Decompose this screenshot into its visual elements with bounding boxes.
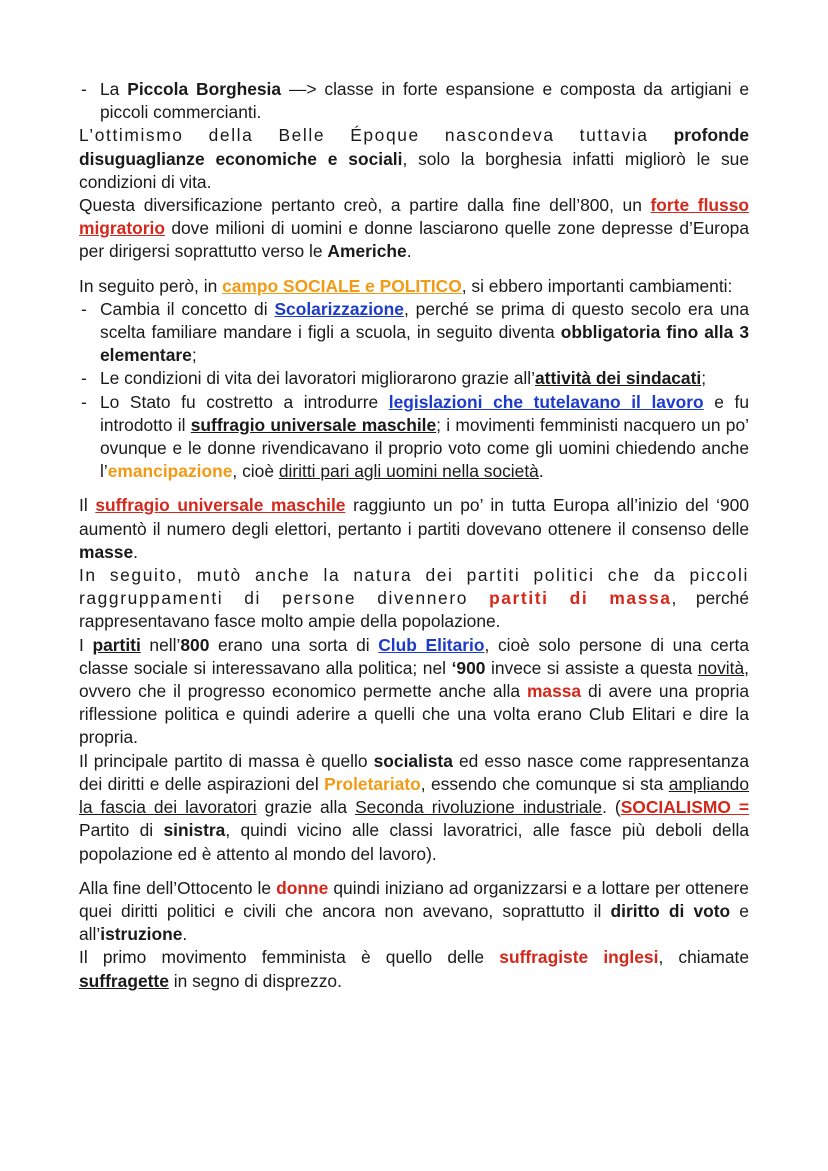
highlight-socialista: socialista bbox=[373, 750, 453, 771]
highlight-suffragette: suffragette bbox=[79, 970, 169, 991]
bullet-scolarizzazione bbox=[79, 298, 749, 368]
highlight-scolarizzazione: Scolarizzazione bbox=[274, 298, 404, 319]
text-run: , cioè solo persone di una certa classe sociale si interessavano alla politica; nel bbox=[79, 634, 749, 678]
paragraph-donne bbox=[79, 877, 749, 947]
text-run: Partito di bbox=[79, 820, 164, 841]
text-run: invece si assiste a questa bbox=[485, 657, 698, 678]
text-run: di avere una propria riflessione politica e quindi aderire a quelli che una volta erano Club Elitari e dire la propria. bbox=[79, 681, 750, 748]
paragraph-migrazione bbox=[79, 194, 749, 264]
text-run: , solo la borghesia infatti migliorò le sue condizioni di vita. bbox=[79, 148, 750, 192]
text-run: , essendo che comunque si sta bbox=[420, 773, 669, 794]
text-run: ; bbox=[191, 345, 197, 366]
text-run: , ovvero che il progresso economico permette anche alla bbox=[79, 657, 749, 702]
highlight-suffragio-maschile: suffragio universale maschile bbox=[95, 495, 346, 516]
highlight-diritti-pari: diritti pari agli uomini nella società bbox=[278, 461, 539, 482]
text-run: Questa diversificazione pertanto creò, a partire dalla fine dell’800, un bbox=[79, 195, 651, 216]
text-run: In seguito, mutò anche la natura dei partiti politici che da piccoli raggruppamenti di persone divennero bbox=[79, 565, 749, 609]
highlight-partiti-di-massa: partiti di massa bbox=[489, 588, 672, 609]
text-run: . bbox=[406, 241, 412, 262]
highlight-obbligatoria: obbligatoria fino alla 3 elementare bbox=[100, 322, 749, 366]
text-run: quindi iniziano ad organizzarsi e a lottare per ottenere quei diritti politici e civili che ancora non avevano, soprattutto il bbox=[79, 877, 749, 921]
document-page bbox=[79, 78, 749, 993]
text-run: Il bbox=[79, 495, 96, 516]
text-run: ; i movimenti femministi nacquero un po’ ovunque e le donne rivendicavano il proprio voto come gli uomini chiedendo anche l’ bbox=[100, 414, 749, 482]
highlight-campo-sociale-politico: campo SOCIALE e POLITICO bbox=[222, 275, 462, 296]
text-run: dove milioni di uomini e donne lasciarono quelle zone depresse d’Europa per dirigersi soprattutto verso le bbox=[79, 218, 749, 262]
bullet-dash: - bbox=[81, 79, 87, 99]
text-run: . bbox=[538, 461, 544, 482]
text-run: e all’ bbox=[79, 900, 749, 945]
highlight-900: ‘900 bbox=[451, 657, 486, 678]
highlight-fascia-lavoratori: ampliando la fascia dei lavoratori bbox=[79, 773, 749, 818]
text-run: Lo Stato fu costretto a introdurre bbox=[100, 391, 389, 412]
highlight-piccola-borghesia: Piccola Borghesia bbox=[127, 79, 282, 99]
paragraph-ottimismo bbox=[79, 124, 749, 194]
highlight-800: 800 bbox=[180, 634, 210, 655]
text-run: Alla fine dell’Ottocento le bbox=[79, 877, 277, 898]
text-run: grazie alla bbox=[256, 797, 356, 818]
text-run: I bbox=[79, 634, 93, 655]
highlight-disuguaglianze: profonde disuguaglianze economiche e sociali bbox=[79, 125, 749, 169]
text-run: in segno di disprezzo. bbox=[168, 970, 342, 991]
paragraph-cambiamenti bbox=[79, 275, 749, 298]
highlight-seconda-rivoluzione: Seconda rivoluzione industriale bbox=[355, 797, 603, 818]
bullet-dash: - bbox=[81, 368, 87, 389]
bullet-dash: - bbox=[81, 391, 87, 412]
text-run: ed esso nasce come rappresentanza dei diritti e delle aspirazioni del bbox=[79, 750, 749, 794]
paragraph-suffragio bbox=[79, 494, 749, 564]
text-run: Il principale partito di massa è quello bbox=[79, 750, 374, 771]
text-run: , cioè bbox=[232, 461, 279, 482]
text-run: . bbox=[133, 541, 138, 562]
paragraph-socialista bbox=[79, 750, 749, 866]
highlight-flusso-migratorio: forte flusso migratorio bbox=[79, 195, 749, 239]
text-run: , quindi vicino alle classi lavoratrici, alle fasce più deboli della popolazione ed è attento al mondo del lavoro). bbox=[79, 820, 749, 864]
highlight-attivita-sindacati: attività dei sindacati bbox=[535, 368, 702, 389]
highlight-suffragio-universale: suffragio universale maschile bbox=[190, 414, 437, 435]
highlight-novita: novità bbox=[697, 657, 745, 678]
text-run: . bbox=[182, 924, 188, 945]
highlight-suffragiste-inglesi: suffragiste inglesi bbox=[499, 947, 659, 968]
text-run: . ( bbox=[602, 797, 621, 818]
highlight-masse: masse bbox=[79, 541, 134, 562]
paragraph-club-elitario bbox=[79, 634, 749, 750]
paragraph-partiti-di-massa bbox=[79, 564, 749, 634]
highlight-americhe: Americhe bbox=[327, 241, 407, 262]
highlight-emancipazione: emancipazione bbox=[107, 461, 233, 482]
bullet-legislazioni bbox=[79, 391, 749, 484]
text-run: , perché rappresentavano fasce molto ampie della popolazione. bbox=[79, 588, 750, 632]
highlight-istruzione: istruzione bbox=[100, 924, 183, 945]
highlight-donne: donne bbox=[276, 877, 329, 898]
bullet-piccola-borghesia bbox=[79, 78, 749, 124]
text-run: raggiunto un po’ in tutta Europa all’inizio del ‘900 aumentò il numero degli elettori, pertanto i partiti dovevano ottenere il consenso delle bbox=[79, 495, 750, 539]
highlight-partiti: partiti bbox=[92, 634, 141, 655]
bullet-sindacati bbox=[79, 367, 749, 390]
text-run: Il primo movimento femminista è quello delle bbox=[79, 947, 500, 968]
text-run: nell’ bbox=[140, 634, 181, 655]
text-run: erano una sorta di bbox=[209, 634, 379, 655]
highlight-legislazioni: legislazioni che tutelavano il lavoro bbox=[388, 391, 704, 412]
highlight-socialismo: SOCIALISMO = bbox=[620, 797, 749, 818]
text-run: Cambia il concetto di bbox=[100, 298, 275, 319]
paragraph-suffragette bbox=[79, 946, 749, 992]
text-run: In seguito però, in bbox=[79, 275, 223, 296]
text-run: Le condizioni di vita dei lavoratori migliorarono grazie all’ bbox=[100, 368, 535, 389]
bullet-dash: - bbox=[81, 298, 87, 319]
text-run: La bbox=[100, 79, 128, 99]
text-run: , perché se prima di questo secolo era una scelta familiare mandare i figli a scuola, in seguito diventa bbox=[100, 298, 749, 343]
text-run: , si ebbero importanti cambiamenti: bbox=[461, 275, 733, 296]
text-run: —> classe in forte espansione e composta da artigiani e piccoli commercianti. bbox=[100, 79, 749, 123]
text-run: L’ottimismo della Belle Époque nascondeva tuttavia bbox=[79, 125, 674, 146]
text-run: ; bbox=[701, 368, 707, 389]
highlight-massa: massa bbox=[526, 681, 582, 702]
highlight-proletariato: Proletariato bbox=[324, 773, 421, 794]
highlight-sinistra: sinistra bbox=[163, 820, 226, 841]
highlight-diritto-di-voto: diritto di voto bbox=[610, 900, 731, 921]
highlight-club-elitario: Club Elitario bbox=[378, 634, 485, 655]
text-run: , chiamate bbox=[658, 947, 749, 968]
text-run: e fu introdotto il bbox=[100, 391, 749, 435]
